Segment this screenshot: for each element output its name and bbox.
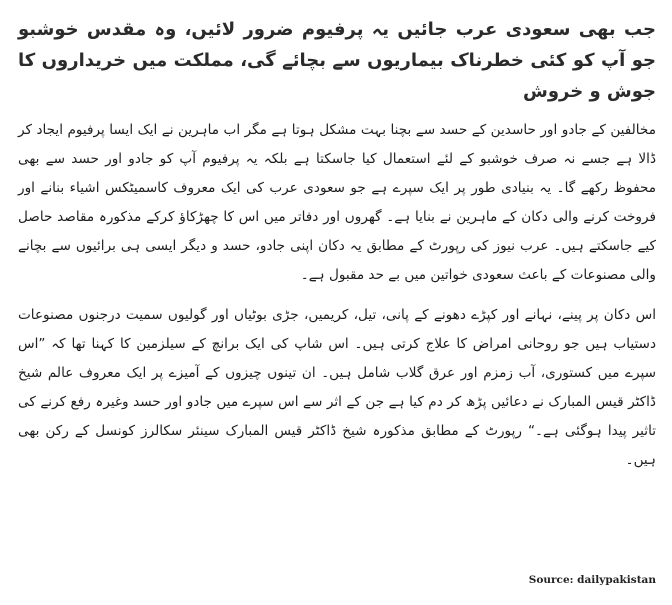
article-paragraph-1: مخالفین کے جادو اور حاسدین کے حسد سے بچنا بہت مشکل ہوتا ہے مگر اب ماہرین نے ایک ایسا پرفیوم ایجاد کر ڈالا ہے جسے نہ صرف خوشبو کے لئے استعمال کیا جاسکتا ہے بلکہ یہ پرفیوم آپ کو جادو اور حسد سے بھی محفوظ رکھے گا۔ یہ بنیادی طور پر ایک سپرے ہے جو سعودی عرب کی ایک معروف کاسمیٹکس اشیاء بنانے اور فروخت کرنے والی دکان کے ماہرین نے بنایا ہے۔ گھروں اور دفاتر میں اس کا چھڑکاؤ کرکے مذکورہ مقاصد حاصل کیے جاسکتے ہیں۔ عرب نیوز کی رپورٹ کے مطابق یہ دکان اپنی جادو، حسد و دیگر ایسی ہی برائیوں سے بچانے والی مصنوعات کے باعث سعودی خواتین میں بے حد مقبول ہے۔ xyxy=(18,122,656,283)
article-headline: جب بھی سعودی عرب جائیں یہ پرفیوم ضرور لائیں، وہ مقدس خوشبو جو آپ کو کئی خطرناک بیماریوں سے بچائے گی، مملکت میں خریداروں کا جوش و خروش xyxy=(18,19,656,102)
source-credit: Source: dailypakistan xyxy=(528,574,656,586)
article-paragraph-2: اس دکان پر پینے، نہانے اور کپڑے دھونے کے پانی، تیل، کریمیں، جڑی بوٹیاں اور گولیوں سمیت درجنوں مصنوعات دستیاب ہیں جو روحانی امراض کا علاج کرتی ہیں۔ اس شاپ کی ایک برانچ کے سیلزمین کا کہنا تھا کہ ”اس سپرے میں کستوری، آب زمزم اور عرق گلاب شامل ہیں۔ ان تینوں چیزوں کے آمیزے پر ایک معروف عالم شیخ ڈاکٹر قیس المبارک نے دعائیں پڑھ کر دم کیا ہے جن کے اثر سے اس سپرے میں جادو اور حسد وغیرہ رفع کرنے کی تاثیر پیدا ہوگئی ہے۔“ رپورٹ کے مطابق مذکورہ شیخ ڈاکٹر قیس المبارک سینئر سکالرز کونسل کے رکن بھی ہیں۔ xyxy=(18,307,656,468)
